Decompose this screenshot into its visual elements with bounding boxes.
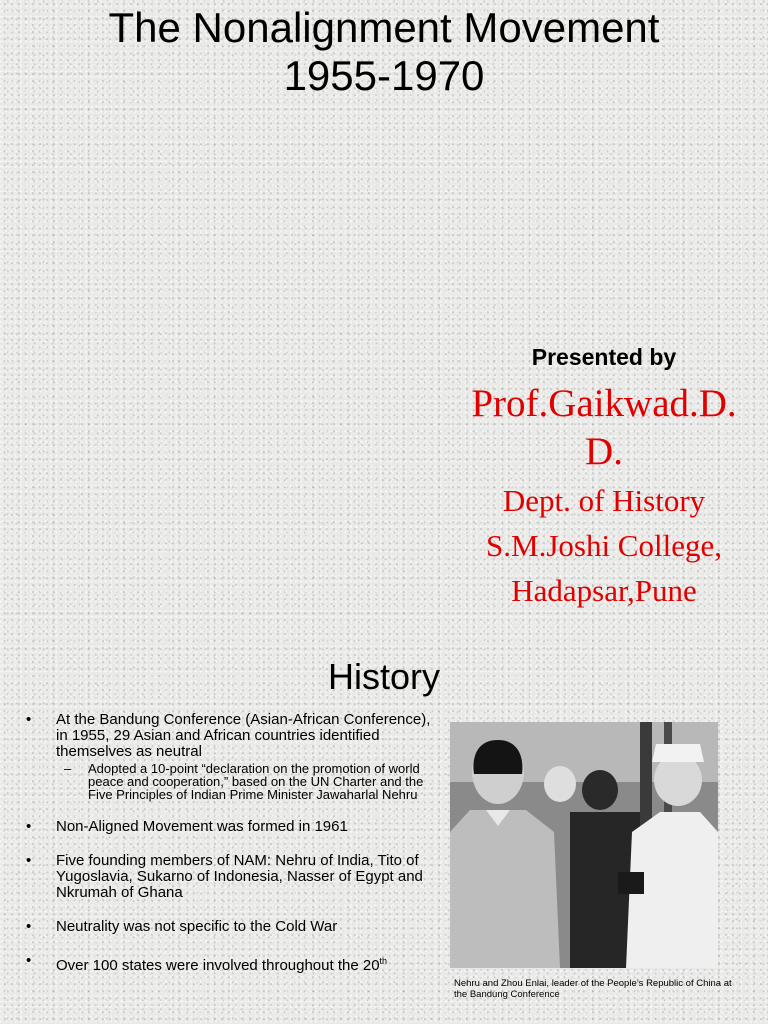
bullet-text: At the Bandung Conference (Asian-African Conference), in 1955, 29 Asian and African countries identified themselves as neutral [56, 711, 431, 760]
presenter-name-line-2: D. [585, 430, 623, 473]
title-line-2: 1955-1970 [283, 52, 485, 99]
presenter-block [440, 380, 768, 608]
superscript: th [379, 956, 388, 966]
bullet-icon: • [26, 852, 32, 869]
history-slide [0, 640, 768, 1024]
bullet-item [24, 853, 444, 901]
bullet-item [24, 712, 444, 760]
sub-bullet-text: Adopted a 10-point “declaration on the promotion of world peace and cooperation,” based on the UN Charter and the Five Principles of Indian Prime Minister Jawaharlal Nehru [88, 761, 424, 802]
bullet-icon: • [26, 711, 32, 728]
department: Dept. of History [502, 483, 706, 518]
bullet-text: Neutrality was not specific to the Cold War [56, 918, 338, 935]
bullet-icon: • [26, 952, 32, 969]
location: Hadapsar,Pune [511, 573, 697, 608]
title-line-1: The Nonalignment Movement [108, 4, 660, 51]
historical-photo [450, 722, 718, 968]
dash-icon: – [64, 761, 72, 776]
presenter-name-line-1: Prof.Gaikwad.D. [471, 382, 737, 425]
photo-caption: Nehru and Zhou Enlai, leader of the People’s Republic of China at the Bandung Conference [454, 978, 732, 1000]
bullet-list [24, 712, 444, 974]
bullet-text: Non-Aligned Movement was formed in 1961 [56, 818, 348, 835]
bullet-text: Five founding members of NAM: Nehru of India, Tito of Yugoslavia, Sukarno of Indonesia, Nasser of Egypt and Nkrumah of Ghana [56, 852, 423, 901]
bullet-item [24, 819, 444, 835]
bullet-icon: • [26, 918, 32, 935]
bullet-item [24, 953, 444, 974]
college: S.M.Joshi College, [486, 528, 722, 563]
slide-title [0, 4, 768, 100]
bullet-icon: • [26, 818, 32, 835]
sub-bullet-item [24, 762, 444, 801]
slide-title: History [327, 656, 440, 697]
presented-by-label: Presented by [531, 344, 677, 370]
bullet-text: Over 100 states were involved throughout the 20 [56, 957, 380, 974]
bullet-item [24, 919, 444, 935]
